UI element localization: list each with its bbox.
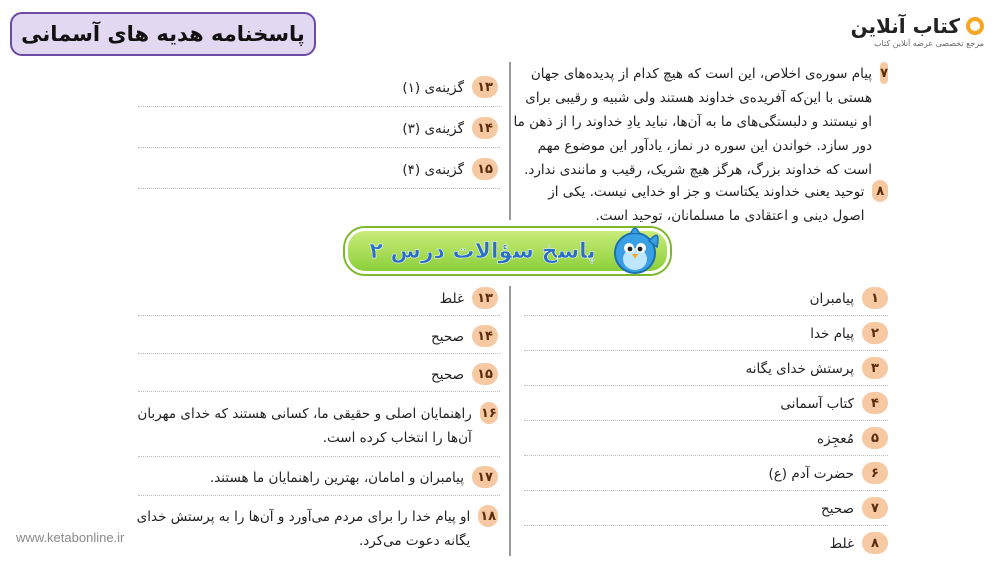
divider — [138, 315, 500, 316]
item-number: ۱۵ — [472, 363, 498, 385]
item-number: ۱۳ — [472, 287, 498, 309]
list-item — [810, 322, 888, 346]
item-number: ۲ — [862, 322, 888, 344]
item-text: صحیح — [431, 367, 464, 383]
divider — [524, 455, 888, 456]
list-item — [512, 180, 888, 228]
list-item — [402, 76, 498, 100]
list-item — [512, 62, 888, 182]
logo-name: کتاب آنلاین — [850, 14, 960, 38]
item-number: ۱۸ — [478, 505, 498, 527]
website-url: www.ketabonline.ir — [16, 530, 125, 545]
divider — [524, 420, 888, 421]
column-divider-top — [509, 62, 511, 220]
bird-icon — [609, 221, 661, 277]
divider — [138, 106, 500, 107]
list-item — [431, 363, 498, 387]
list-item — [780, 392, 888, 416]
logo-tagline: مرجع تخصصی عرضه آنلاین کتاب — [873, 39, 984, 48]
page-title: پاسخنامه هدیه های آسمانی — [21, 22, 305, 46]
item-number: ۱۴ — [472, 325, 498, 347]
item-number: ۶ — [862, 462, 888, 484]
item-number: ۷ — [880, 62, 888, 84]
page-title-box — [10, 12, 316, 56]
divider — [138, 353, 500, 354]
item-number: ۳ — [862, 357, 888, 379]
logo — [834, 14, 984, 58]
item-text: پرستش خدای یگانه — [745, 361, 854, 377]
divider — [138, 188, 500, 189]
item-text: پیامبران و امامان، بهترین راهنمایان ما هستند. — [209, 470, 464, 486]
divider — [524, 385, 888, 386]
item-number: ۸ — [862, 532, 888, 554]
divider — [138, 495, 500, 496]
item-text: حضرت آدم (ع) — [768, 466, 854, 482]
item-text: راهنمایان اصلی و حقیقی ما، کسانی هستند که خدای مهربان آن‌ها را انتخاب کرده است. — [137, 406, 472, 446]
section-banner — [345, 228, 670, 274]
item-text: پیام سوره‌ی اخلاص، این است که هیچ کدام از پدیده‌های جهان هستی با این‌که آفریده‌ی خداوند هستند ولی شبیه و رقیبی برای او نیستند و دلبستگی‌های ما به آن‌ها، نباید یادِ خداوند را از ذهن ما دور سازد. خواندن این سوره در نماز، یادآور این موضوع مهم است که خداوند بزرگ، هرگز هیچ شریک، رقیب و مانندی ندارد. — [513, 66, 873, 178]
list-item — [821, 497, 888, 521]
item-text: او پیام خدا را برای مردم می‌آورد و آن‌ها را به پرستش خدای یگانه دعوت می‌کرد. — [136, 509, 471, 549]
item-number: ۵ — [862, 427, 888, 449]
list-item — [830, 532, 888, 556]
list-item — [768, 462, 888, 486]
item-text: صحیح — [431, 329, 464, 345]
item-number: ۱۷ — [472, 466, 498, 488]
item-number: ۸ — [872, 180, 888, 202]
item-text: غلط — [439, 291, 464, 307]
logo-ring-icon — [966, 17, 984, 35]
list-item — [810, 287, 888, 311]
divider — [138, 147, 500, 148]
item-text: صحیح — [821, 501, 854, 517]
item-number: ۱۳ — [472, 76, 498, 98]
column-divider-bottom — [509, 286, 511, 556]
divider — [524, 490, 888, 491]
item-text: گزینه‌ی (۴) — [402, 162, 464, 178]
list-item — [431, 325, 498, 349]
list-item — [440, 287, 498, 311]
list-item — [746, 357, 888, 381]
list-item — [210, 466, 498, 490]
divider — [524, 350, 888, 351]
divider — [524, 315, 888, 316]
item-text: مُعجِزه — [817, 431, 854, 447]
item-text: توحید یعنی خداوند یکتاست و جز او خدایی نیست. یکی از اصول دینی و اعتقادی ما مسلمانان، توحید است. — [548, 184, 865, 224]
item-text: پیامبران — [809, 291, 854, 307]
item-number: ۴ — [862, 392, 888, 414]
item-number: ۱۵ — [472, 158, 498, 180]
item-text: گزینه‌ی (۳) — [402, 121, 464, 137]
item-text: گزینه‌ی (۱) — [402, 80, 464, 96]
item-text: غلط — [829, 536, 854, 552]
divider — [138, 456, 500, 457]
item-number: ۱۶ — [480, 402, 498, 424]
item-number: ۱ — [862, 287, 888, 309]
item-number: ۱۴ — [472, 117, 498, 139]
item-text: کتاب آسمانی — [780, 396, 854, 412]
item-number: ۷ — [862, 497, 888, 519]
list-item — [402, 117, 498, 141]
divider — [524, 525, 888, 526]
list-item — [402, 158, 498, 182]
list-item — [130, 505, 498, 553]
list-item — [130, 402, 498, 450]
divider — [138, 391, 500, 392]
item-text: پیام خدا — [810, 326, 854, 342]
banner-title: پاسخ سؤالات درس ۲ — [369, 238, 596, 264]
list-item — [817, 427, 888, 451]
